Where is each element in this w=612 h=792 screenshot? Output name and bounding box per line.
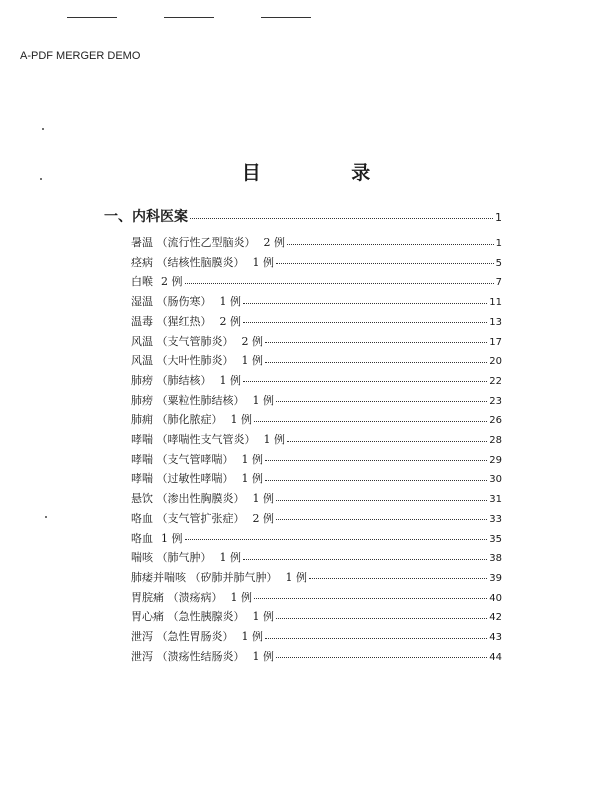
- watermark: A-PDF MERGER DEMO: [20, 50, 141, 62]
- toc-page-number: 30: [489, 474, 502, 486]
- toc-entry-count: 2 例: [263, 236, 285, 249]
- toc-page-number: 39: [489, 572, 502, 584]
- toc-leader: [243, 303, 487, 304]
- toc-page-number: 13: [489, 316, 502, 328]
- toc-leader: [265, 480, 487, 481]
- toc-section-row[interactable]: [104, 206, 502, 226]
- toc-leader: [309, 578, 487, 579]
- toc-entry-label: 泄泻 （溃疡性结肠炎）: [131, 649, 245, 663]
- toc-entry-row[interactable]: [131, 392, 502, 408]
- toc-entry-label: 哮喘 （过敏性哮喘）: [131, 472, 234, 486]
- toc-leader: [276, 618, 487, 619]
- toc-entry-label: 风温 （大叶性肺炎）: [131, 354, 234, 368]
- toc-entry-row[interactable]: [131, 589, 502, 605]
- toc-entry-row[interactable]: [131, 608, 502, 624]
- toc-entry-count: 1 例: [252, 393, 274, 407]
- toc-page-number: 42: [489, 612, 502, 624]
- toc-entry-label: 咯血: [131, 531, 153, 545]
- toc-entry-count: 2 例: [219, 314, 241, 328]
- toc-page-number: 11: [489, 297, 502, 309]
- toc-entry-row[interactable]: [131, 628, 502, 644]
- toc-leader: [265, 460, 487, 461]
- toc-entry-count: 1 例: [230, 590, 252, 604]
- toc-entry-row[interactable]: [131, 234, 502, 250]
- toc-entry-label: 温毒 （猩红热）: [131, 314, 212, 328]
- toc-entry-label: 胃心痛 （急性胰腺炎）: [131, 610, 245, 624]
- toc-page-number: 33: [489, 513, 502, 525]
- toc-entry-count: 1 例: [285, 570, 307, 584]
- toc-leader: [265, 362, 487, 363]
- toc-leader: [254, 598, 487, 599]
- toc-entry-count: 1 例: [161, 531, 183, 545]
- toc-entry-count: 1 例: [263, 433, 285, 446]
- toc-leader: [190, 218, 493, 219]
- toc-entry-label: 白喉: [131, 275, 153, 289]
- toc-page-number: 44: [489, 651, 502, 663]
- toc-entry-label: 喘咳 （肺气肿）: [131, 551, 212, 565]
- page-title: 目 录: [241, 162, 413, 184]
- scan-speck: [45, 516, 47, 518]
- toc-entry-row[interactable]: [131, 352, 502, 368]
- toc-page-number: 23: [489, 395, 502, 407]
- toc-entry-row[interactable]: [131, 451, 502, 467]
- scan-speck: [42, 128, 44, 130]
- toc-entry-label: 肺痨 （肺结核）: [131, 373, 212, 387]
- toc-entry-count: 1 例: [219, 551, 241, 565]
- header-rule: [164, 17, 214, 18]
- toc-page-number: 28: [489, 435, 502, 446]
- toc-leader: [243, 322, 487, 323]
- toc-entry-count: 1 例: [230, 413, 252, 427]
- toc-entry-count: 1 例: [241, 354, 263, 368]
- toc-page-number: 7: [495, 277, 502, 289]
- toc-entry-row[interactable]: [131, 530, 502, 546]
- toc-leader: [265, 342, 487, 343]
- toc-leader: [276, 519, 487, 520]
- toc-entry-count: 1 例: [219, 373, 241, 387]
- toc-entry-label: 胃脘痛 （溃疡病）: [131, 590, 223, 604]
- toc-entry-count: 1 例: [241, 452, 263, 466]
- toc-entry-count: 2 例: [161, 275, 183, 289]
- toc-leader: [265, 638, 487, 639]
- toc-leader: [185, 539, 488, 540]
- toc-page-number: 5: [495, 257, 502, 269]
- toc-entry-label: 湿温 （肠伤寒）: [131, 295, 212, 309]
- toc-entry-label: 肺痿并喘咳 （矽肺并肺气肿）: [131, 570, 278, 584]
- toc-page-number: 31: [489, 494, 502, 506]
- toc-entry-label: 肺痈 （肺化脓症）: [131, 413, 223, 427]
- toc-entry-row[interactable]: [131, 273, 502, 289]
- toc-page-number: 17: [489, 336, 502, 348]
- toc-entry-label: 泄泻 （急性胃肠炎）: [131, 630, 234, 643]
- toc-entry-row[interactable]: [131, 411, 502, 427]
- toc-entry-count: 1 例: [252, 255, 274, 269]
- toc-leader: [254, 421, 487, 422]
- toc-page-number: 40: [489, 592, 502, 604]
- toc-entry-row[interactable]: [131, 470, 502, 486]
- toc-entry-row[interactable]: [131, 293, 502, 309]
- toc-entry-row[interactable]: [131, 569, 502, 585]
- toc-entry-row[interactable]: [131, 372, 502, 388]
- header-rule: [67, 17, 117, 18]
- toc-entry-count: 1 例: [241, 630, 263, 643]
- toc-page-number: 1: [495, 211, 502, 224]
- toc-entry-label: 痉病 （结核性脑膜炎）: [131, 255, 245, 269]
- toc-leader: [287, 441, 487, 442]
- toc-entry-count: 1 例: [252, 610, 274, 624]
- toc-leader: [185, 283, 494, 284]
- header-rule: [261, 17, 311, 18]
- toc-entry-count: 2 例: [252, 511, 274, 525]
- toc-entry-label: 风温 （支气管肺炎）: [131, 334, 234, 348]
- toc-entry-row[interactable]: [131, 510, 502, 526]
- toc-entry-row[interactable]: [131, 254, 502, 270]
- toc-entry-count: 2 例: [241, 334, 263, 348]
- toc-leader: [276, 500, 487, 501]
- toc-page-number: 29: [489, 454, 502, 466]
- toc-entry-count: 1 例: [252, 649, 274, 663]
- toc-entry-row[interactable]: [131, 431, 502, 447]
- toc-page-number: 38: [489, 553, 502, 565]
- toc-entry-label: 悬饮 （渗出性胸膜炎）: [131, 492, 245, 506]
- toc-leader: [287, 244, 494, 245]
- toc-section-label: 一、内科医案: [104, 209, 188, 225]
- toc-leader: [276, 263, 494, 264]
- toc-page-number: 20: [489, 356, 502, 368]
- toc-entry-label: 肺痨 （粟粒性肺结核）: [131, 393, 245, 407]
- toc-entry-label: 暑温 （流行性乙型脑炎）: [131, 236, 256, 249]
- toc-page-number: 1: [495, 238, 502, 249]
- toc-page-number: 22: [489, 375, 502, 387]
- toc-entry-row[interactable]: [131, 313, 502, 329]
- toc-leader: [243, 559, 487, 560]
- toc-entry-count: 1 例: [252, 492, 274, 506]
- toc-entry-count: 1 例: [241, 472, 263, 486]
- toc-entry-label: 哮喘 （支气管哮喘）: [131, 452, 234, 466]
- toc-entry-label: 咯血 （支气管扩张症）: [131, 511, 245, 525]
- toc-entry-count: 1 例: [219, 295, 241, 309]
- toc-entry-label: 哮喘 （哮喘性支气管炎）: [131, 433, 256, 446]
- toc-entry-row[interactable]: [131, 490, 502, 506]
- toc-page-number: 43: [489, 632, 502, 643]
- toc-page-number: 35: [489, 533, 502, 545]
- toc-page-number: 26: [489, 415, 502, 427]
- toc-leader: [276, 657, 487, 658]
- toc-leader: [276, 401, 487, 402]
- toc-entry-row[interactable]: [131, 333, 502, 349]
- toc-entry-row[interactable]: [131, 549, 502, 565]
- toc-entry-row[interactable]: [131, 648, 502, 664]
- toc-leader: [243, 381, 487, 382]
